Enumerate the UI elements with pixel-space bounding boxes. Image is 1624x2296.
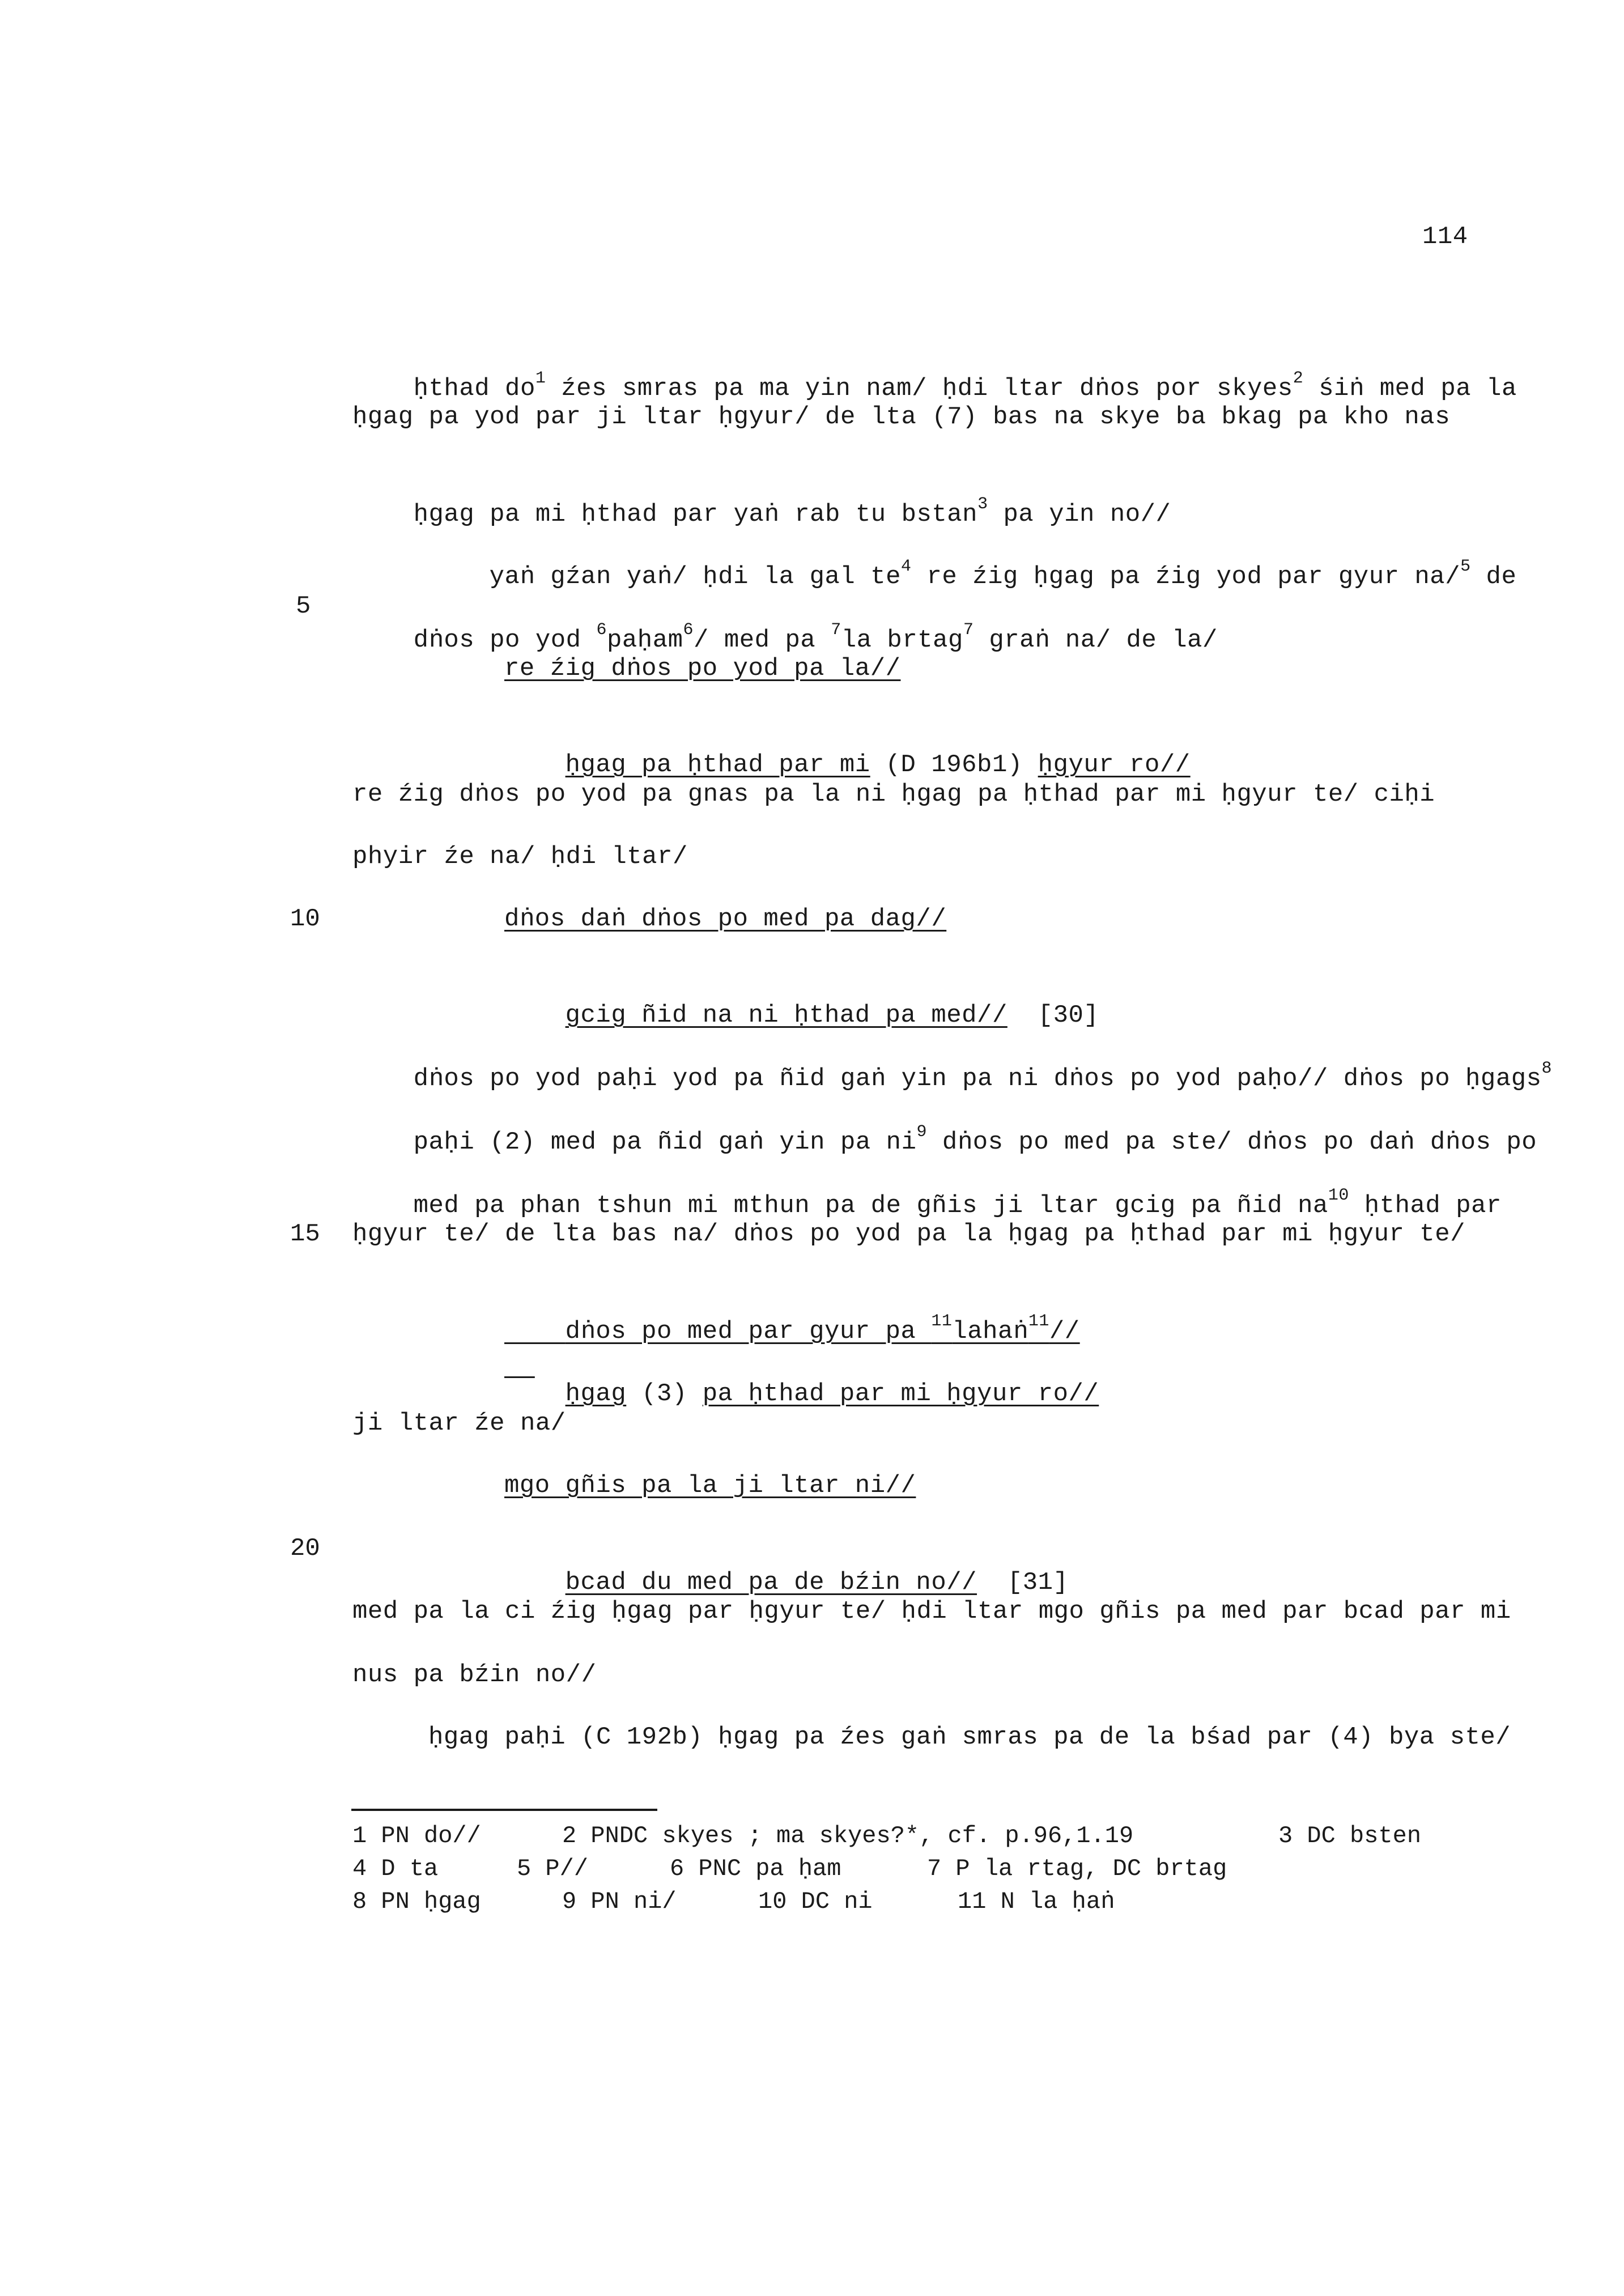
footnote: 8 PN ḥgag: [352, 1888, 481, 1915]
footnote: 10 DC ni: [758, 1888, 873, 1915]
verse-line-6: ḥgag (3) pa ḥthad par mi ḥgyur ro//: [565, 1380, 1099, 1408]
line-number-15: 15: [290, 1220, 320, 1248]
text-line-4: yaṅ gźan yaṅ/ ḥdi la gal $te^4$ re źig ḥgag pa źig yod par gyur na/$^5$ de: [489, 557, 1517, 591]
verse-line-7: mgo gñis pa la ji ltar ni//: [504, 1472, 916, 1500]
text-line-1: ḥthad $do^1$ źes smras pa ma yin nam/ ḥdi ltar dṅos por skyes$^2$ śiṅ med pa la: [413, 369, 1517, 403]
footnote-rule: [351, 1809, 657, 1811]
footnote: 11 N la ḥaṅ: [958, 1888, 1115, 1915]
footnote: 2 PNDC skyes ; ma skyes?*, cf. p.96,1.19: [562, 1822, 1134, 1849]
text-line-12: ji ltar źe na/: [352, 1409, 566, 1438]
verse-line-1: re źig dṅos po yod pa la//: [504, 654, 901, 683]
text-line-3: ḥgag pa mi ḥthad par yaṅ rab tu bstan$^3$ pa yin no//: [413, 495, 1171, 529]
footnote: 3 DC bsten: [1278, 1822, 1422, 1849]
text-line-11: ḥgyur te/ de lta bas na/ dṅos po yod pa la ḥgag pa ḥthad par mi ḥgyur te/: [352, 1220, 1466, 1248]
text-line-14: nus pa bźin no//: [352, 1661, 597, 1689]
line-number-10: 10: [290, 905, 320, 933]
line-number-5: 5: [296, 592, 311, 620]
footnote: 5 P//: [517, 1855, 589, 1882]
text-line-6: re źig dṅos po yod pa gnas pa la ni ḥgag pa ḥthad par mi ḥgyur te/ ciḥi: [352, 780, 1435, 809]
line-number-20: 20: [290, 1534, 320, 1563]
text-line-8: dṅos po yod paḥi yod pa ñid gaṅ yin pa ni dṅos po yod paḥo// dṅos po ḥgags$^8$: [413, 1059, 1553, 1093]
text-line-9: paḥi (2) med pa ñid gaṅ yin pa $ni^9$ dṅos po med pa ste/ dṅos po daṅ dṅos po: [413, 1123, 1537, 1156]
page-number: 114: [1422, 223, 1468, 251]
text-line-7: phyir źe na/ ḥdi ltar/: [352, 843, 688, 871]
text-line-2: ḥgag pa yod par ji ltar ḥgyur/ de lta (7) bas na skye ba bkag pa kho nas: [352, 403, 1451, 431]
footnote: 7 P la rtag, DC brtag: [927, 1855, 1227, 1882]
footnote: 9 PN ni/: [562, 1888, 677, 1915]
verse-line-8: bcad du med pa de bźin no// [31]: [565, 1568, 1069, 1597]
text-line-5: dṅos po yod $^6$paḥam$^6$/ med pa $^7$la brtag$^7$ graṅ na/ de la/: [413, 620, 1218, 654]
footnote: 1 PN do//: [352, 1822, 481, 1849]
text-line-15: ḥgag paḥi (C 192b) ḥgag pa źes gaṅ smras pa de la bśad par (4) bya ste/: [428, 1723, 1511, 1751]
verse-line-4: gcig ñid na ni ḥthad pa med// [30]: [565, 1001, 1099, 1030]
footnote: 6 PNC pa ḥam: [670, 1855, 841, 1882]
text-line-10: med pa phan tshun mi mthun pa de gñis ji ltar gcig pa ñid $na^{10}$ ḥthad par: [413, 1186, 1502, 1220]
verse-line-2: ḥgag pa ḥthad par mi (D 196b1) ḥgyur ro//: [565, 751, 1191, 779]
verse-line-5: dṅos po med par gyur pa $^{11}$lahaṅ$^{11}$//: [565, 1312, 1080, 1346]
footnote: 4 D ta: [352, 1855, 439, 1882]
text-line-13: med pa la ci źig ḥgag par ḥgyur te/ ḥdi ltar mgo gñis pa med par bcad par mi: [352, 1597, 1511, 1626]
verse-line-3: dṅos daṅ dṅos po med pa dag//: [504, 905, 947, 933]
